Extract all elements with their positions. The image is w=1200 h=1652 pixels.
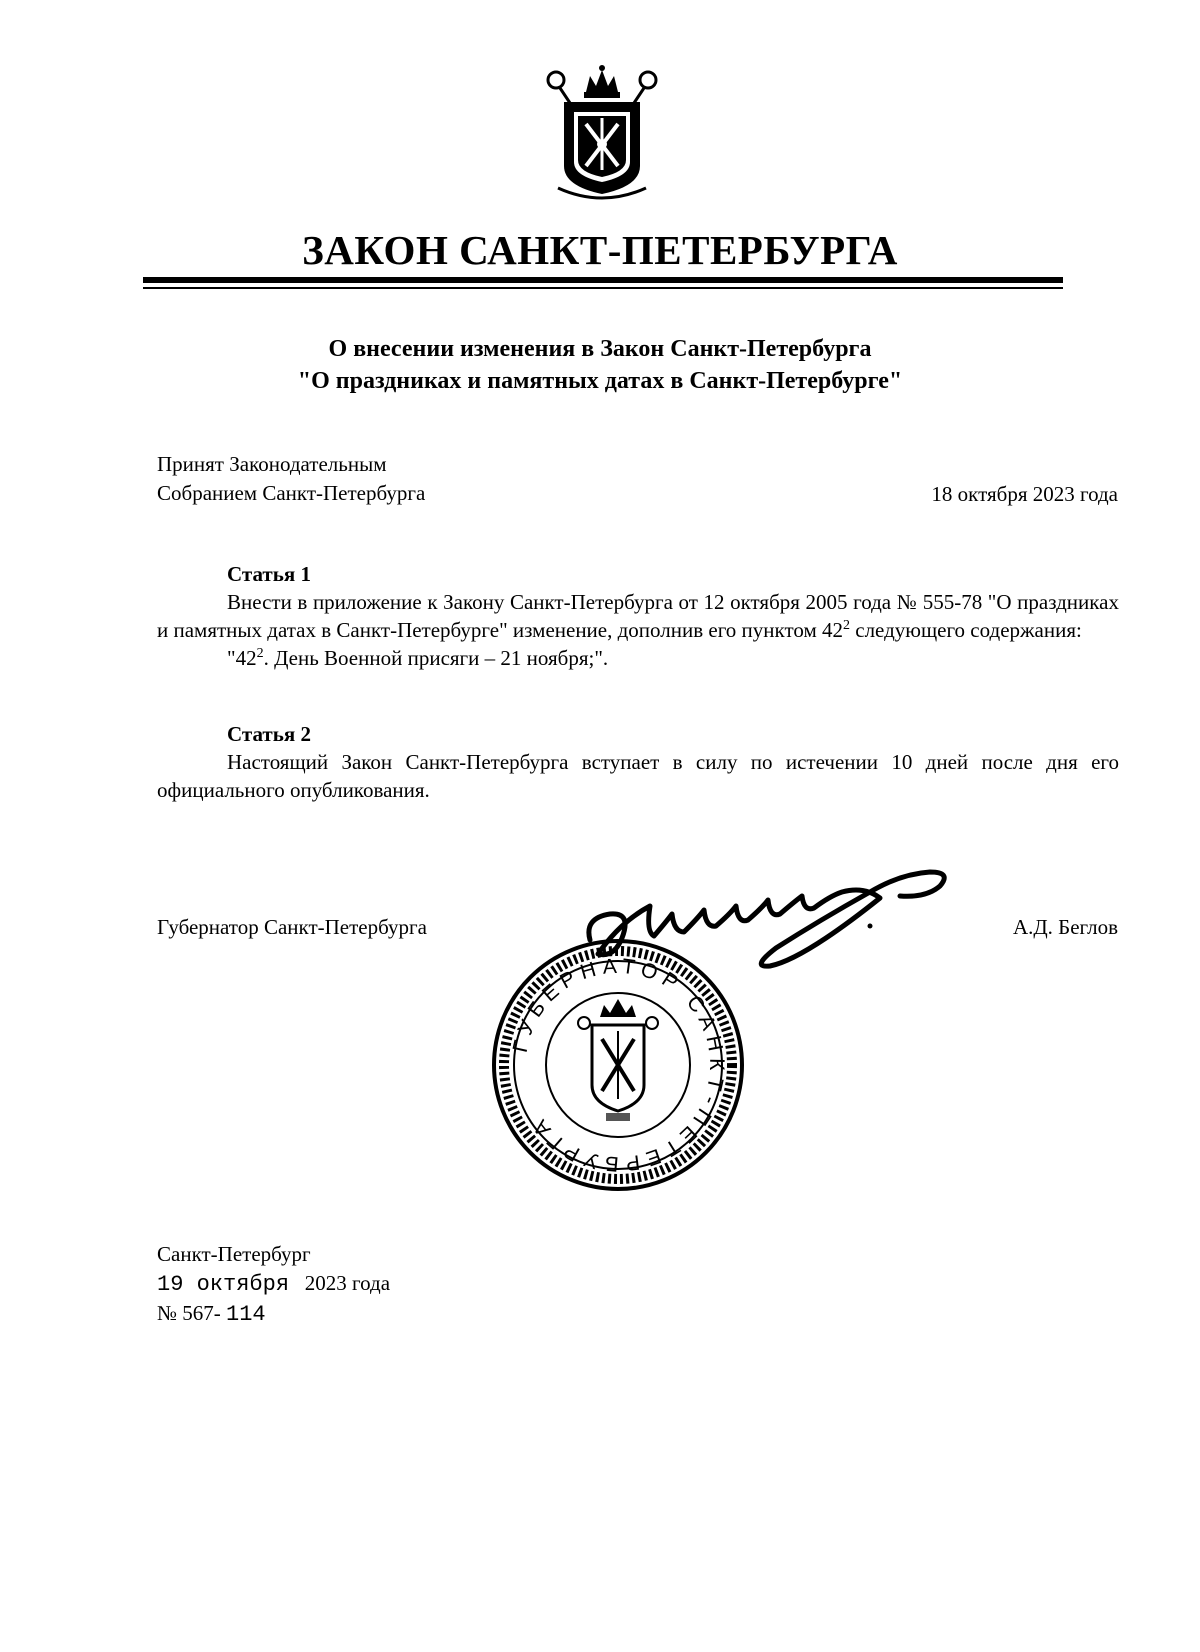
seal-emblem-icon	[578, 999, 658, 1121]
article-1-item-rest: . День Военной присяги – 21 ноября;".	[263, 646, 609, 670]
article-1-item	[157, 644, 1119, 672]
subtitle-line-1: О внесении изменения в Закон Санкт-Петербурга	[328, 336, 872, 362]
document-subtitle	[0, 333, 1200, 397]
title-rule-thick	[143, 277, 1063, 283]
title-rule-thin	[143, 287, 1063, 289]
coat-of-arms-emblem	[538, 62, 666, 202]
signing-date-year: 2023 года	[304, 1271, 391, 1295]
signing-date-day-month: 19 октября	[157, 1272, 290, 1297]
article-1-text	[157, 588, 1119, 644]
article-1	[157, 560, 1119, 672]
article-2-heading: Статья 2	[227, 722, 311, 746]
article-1-heading: Статья 1	[227, 562, 311, 586]
adopted-by-block	[157, 450, 425, 508]
law-number-handwritten: 114	[226, 1302, 266, 1327]
adopted-line-2: Собранием Санкт-Петербурга	[157, 481, 426, 505]
article-2-text: Настоящий Закон Санкт-Петербурга вступает в силу по истечении 10 дней после дня его официального опубликования.	[157, 750, 1119, 802]
law-number-prefix: № 567-	[157, 1301, 221, 1325]
article-1-text-part1: Внести в приложение к Закону Санкт-Петербурга от 12 октября 2005 года № 555-78 "О праздниках и памятных датах в Санкт-Петербурге" изменение, дополнив его пунктом 42	[157, 590, 1119, 642]
adopted-date: 18 октября 2023 года	[931, 482, 1118, 506]
governor-name: А.Д. Беглов	[1012, 915, 1118, 939]
article-1-text-part2: следующего содержания:	[850, 618, 1082, 642]
seal-text: ГУБЕРНАТОР САНКТ-ПЕТЕРБУРГА	[508, 954, 729, 1176]
governor-title: Губернатор Санкт-Петербурга	[157, 915, 427, 939]
subtitle-line-2: "О праздниках и памятных датах в Санкт-Петербурге"	[297, 368, 903, 394]
article-1-text-sup: 2	[843, 618, 850, 633]
signing-date	[157, 1269, 390, 1299]
signing-city: Санкт-Петербург	[157, 1242, 311, 1266]
article-2	[157, 720, 1119, 804]
law-number	[157, 1299, 390, 1329]
signing-footer	[157, 1240, 390, 1329]
governor-signature	[580, 862, 980, 982]
article-1-item-prefix: "42	[227, 646, 257, 670]
document-title: ЗАКОН САНКТ-ПЕТЕРБУРГА	[302, 227, 898, 273]
adopted-line-1: Принят Законодательным	[157, 452, 387, 476]
article-1-item-sup: 2	[256, 646, 264, 661]
